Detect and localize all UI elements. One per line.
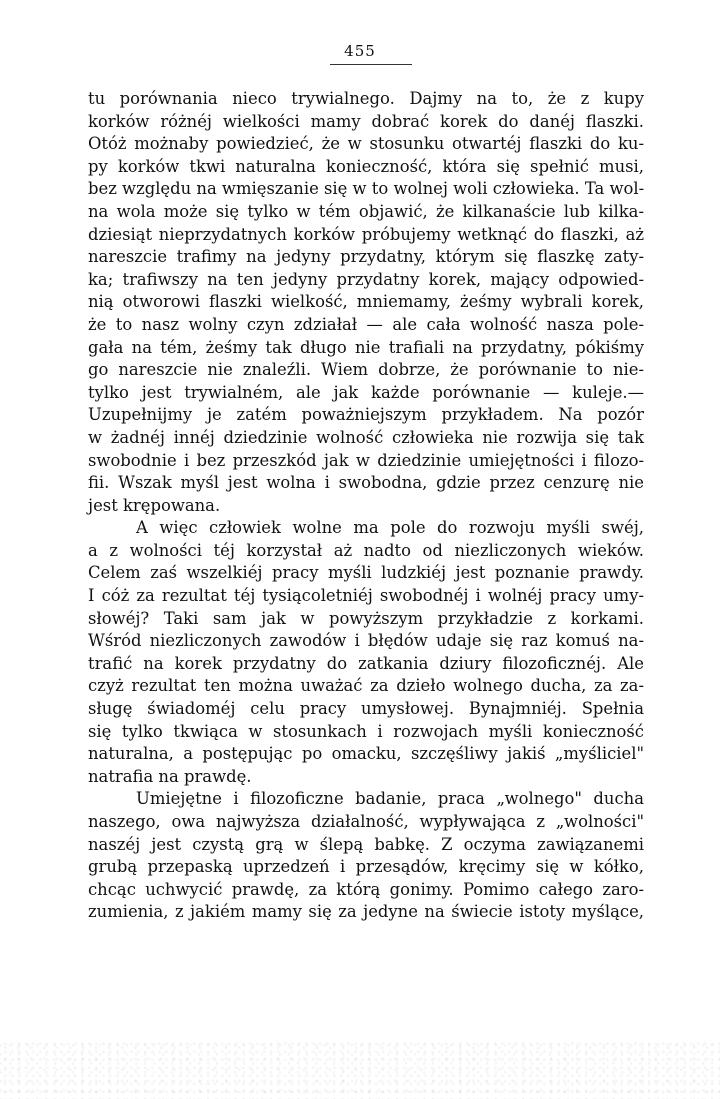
text-line: Wśród niezliczonych zawodów i błędów udaje się raz komuś na- [88, 631, 644, 651]
text-line: Otóż możnaby powiedzieć, że w stosunku otwartéj flaszki do ku- [88, 134, 644, 154]
text-line: bez względu na wmięszanie się w to wolnej woli człowieka. Ta wol- [88, 179, 645, 199]
paper-texture [0, 1039, 720, 1099]
text-line: chcąc uchwycić prawdę, za którą gonimy. Pomimo całego zaro- [88, 879, 644, 899]
text-line: naszego, owa najwyższa działalność, wypływająca z „wolności" [88, 812, 644, 831]
text-line: grubą przepaską uprzedzeń i przesądów, kręcimy się w kółko, [88, 857, 644, 877]
text-line: tu porównania nieco trywialnego. Dajmy na to, że z kupy [88, 89, 644, 108]
text-line: że to nasz wolny czyn zdziałał — ale cała wolność nasza pole- [88, 314, 644, 334]
text-line: go nareszcie nie znaleźli. Wiem dobrze, że porównanie to nie- [88, 360, 644, 380]
text-line: korków różnéj wielkości mamy dobrać korek do danéj flaszki. [88, 111, 644, 131]
text-line: nią otworowi flaszki wielkość, mniemamy, żeśmy wybrali korek, [88, 292, 644, 312]
text-line: naszéj jest czystą grą w ślepą babkę. Z oczyma zawiązanemi [88, 834, 644, 854]
text-line: na wola może się tylko w tém objawić, że kilkanaście lub kilka- [88, 201, 644, 221]
text-line: naturalna, a postępując po omacku, szczęśliwy jakiś „myśliciel" [88, 744, 644, 764]
text-line: sługę świadoméj celu pracy umysłowej. Bynajmniéj. Spełnia [88, 699, 644, 719]
text-line: trafić na korek przydatny do zatkania dziury filozoficznéj. Ale [88, 653, 644, 673]
text-line: swobodnie i bez przeszkód jak w dziedzinie umiejętności i filozo- [88, 450, 644, 470]
text-line: się tylko tkwiąca w stosunkach i rozwojach myśli konieczność [88, 721, 644, 741]
text-line: słowéj? Taki sam jak w powyższym przykładzie z korkami. [88, 608, 644, 628]
text-line: natrafia na prawdę. [88, 766, 252, 786]
text-line: Celem zaś wszelkiéj pracy myśli ludzkiéj jest poznanie prawdy. [88, 563, 644, 583]
body-text [88, 88, 644, 924]
text-line: Umiejętne i filozoficzne badanie, praca „wolnego" ducha [136, 789, 644, 809]
text-line: nareszcie trafimy na jedyny przydatny, którym się flaszkę zaty- [88, 247, 644, 267]
text-line: tylko jest trywialném, ale jak każde porównanie — kuleje.— [88, 382, 644, 402]
text-line: w żadnéj innéj dziedzinie wolność człowieka nie rozwija się tak [88, 427, 644, 447]
text-line: Uzupełnijmy je zatém poważniejszym przykładem. Na pozór [88, 405, 644, 425]
text-line: I cóż za rezultat téj tysiącoletniéj swobodnéj i wolnéj pracy umy- [88, 586, 644, 606]
text-line: py korków tkwi naturalna konieczność, która się spełnić musi, [88, 156, 644, 176]
text-line: zumienia, z jakiém mamy się za jedyne na świecie istoty myślące, [88, 902, 644, 922]
text-line: A więc człowiek wolne ma pole do rozwoju myśli swéj, [136, 518, 644, 538]
page-number-rule [330, 64, 412, 65]
text-line: fii. Wszak myśl jest wolna i swobodna, gdzie przez cenzurę nie [88, 473, 644, 493]
text-line: jest krępowana. [88, 495, 221, 515]
text-line: gała na tém, żeśmy tak długo nie trafiali na przydatny, pókiśmy [88, 337, 644, 357]
text-line: a z wolności téj korzystał aż nadto od niezliczonych wieków. [88, 540, 644, 560]
text-line: czyż rezultat ten można uważać za dzieło wolnego ducha, za za- [88, 676, 644, 696]
page-number: 455 [344, 42, 376, 60]
text-line: dziesiąt nieprzydatnych korków próbujemy wetknąć do flaszki, aż [88, 224, 644, 244]
text-line: ka; trafiwszy na ten jedyny przydatny korek, mający odpowied- [88, 269, 644, 289]
